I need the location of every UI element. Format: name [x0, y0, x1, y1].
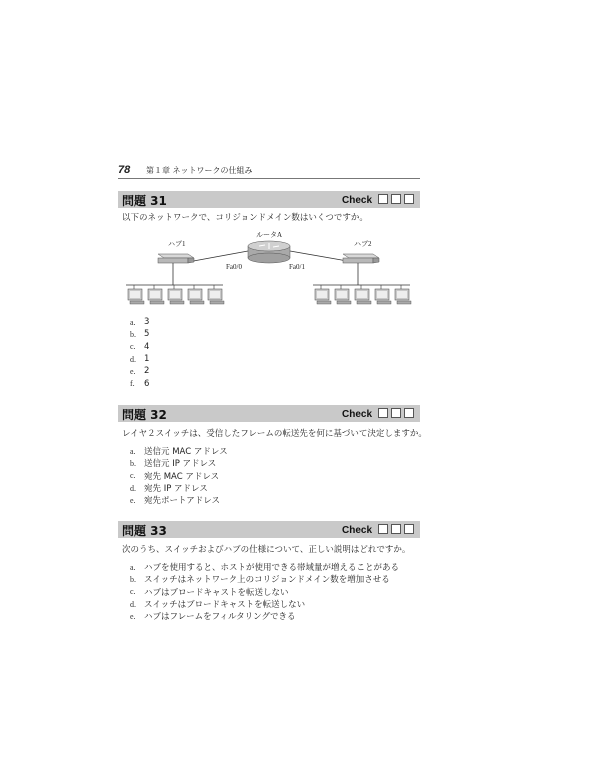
question-text: レイヤ２スイッチは、受信したフレームの転送先を何に基づいて決定しますか。 — [122, 429, 427, 439]
choice-item[interactable]: e. 宛先ポートアドレス — [130, 495, 220, 507]
page-number: 78 — [118, 164, 131, 176]
choice-item[interactable]: e. ハブはフレームをフィルタリングできる — [130, 611, 296, 623]
choice-item[interactable]: c. 宛先 MAC アドレス — [130, 471, 220, 482]
check-box-3[interactable] — [404, 194, 414, 204]
header-rule — [118, 178, 420, 179]
router-icon — [248, 241, 290, 263]
choice-item[interactable]: c. ハブはブロードキャストを転送しない — [130, 587, 289, 598]
page-header — [118, 164, 420, 178]
question-text: 次のうち、スイッチおよびハブの仕様について、正しい説明はどれですか。 — [122, 545, 411, 555]
choice-item[interactable]: d. 1 — [130, 354, 150, 365]
check-box-2[interactable] — [391, 524, 401, 534]
choice-item[interactable]: d. スイッチはブロードキャストを転送しない — [130, 599, 306, 611]
answer-choices — [130, 561, 399, 622]
check-box-3[interactable] — [404, 524, 414, 534]
hub2-label: ハブ2 — [354, 240, 372, 248]
check-box-2[interactable] — [391, 408, 401, 418]
choice-item[interactable]: a. ハブを使用すると、ホストが使用できる帯域量が増えることがある — [130, 562, 400, 574]
choice-item[interactable]: f. 6 — [130, 378, 150, 389]
port-right-label: Fa0/1 — [289, 263, 305, 271]
port-left-label: Fa0/0 — [226, 263, 242, 271]
check-box-1[interactable] — [378, 408, 388, 418]
link-hub1-router — [188, 251, 248, 262]
pc-icon — [335, 285, 351, 304]
hub1-label: ハブ1 — [168, 240, 186, 248]
pc-icon — [128, 285, 144, 304]
check-label: Check — [341, 195, 372, 206]
choice-item[interactable]: b. 5 — [130, 329, 150, 340]
pc-icon — [395, 285, 411, 304]
choice-item[interactable]: c. 4 — [130, 341, 150, 352]
choice-item[interactable]: e. 2 — [130, 366, 150, 377]
pc-icon — [315, 285, 331, 304]
pc-icon — [355, 285, 371, 304]
router-label: ルータA — [256, 231, 283, 239]
question-text: 以下のネットワークで、コリジョンドメイン数はいくつですか。 — [122, 213, 368, 223]
answer-choices — [130, 445, 228, 506]
network-diagram — [118, 222, 420, 314]
choice-item[interactable]: b. スイッチはネットワーク上のコリジョンドメイン数を増加させる — [130, 574, 390, 586]
question-title: 問題 31 — [122, 194, 167, 208]
hub-icon — [158, 254, 194, 263]
question-32-header — [118, 405, 420, 422]
check-box-3[interactable] — [404, 408, 414, 418]
pc-icon — [375, 285, 391, 304]
check-box-2[interactable] — [391, 194, 401, 204]
question-33-header — [118, 521, 420, 538]
pc-icon — [168, 285, 184, 304]
pc-icon — [188, 285, 204, 304]
choice-item[interactable]: b. 送信元 IP アドレス — [130, 458, 217, 470]
chapter-title: 第１章 ネットワークの仕組み — [146, 166, 253, 175]
pc-icon — [148, 285, 164, 304]
hub-icon — [343, 254, 379, 263]
question-title: 問題 32 — [122, 408, 167, 422]
check-label: Check — [341, 525, 372, 536]
choice-item[interactable]: a. 送信元 MAC アドレス — [130, 446, 228, 458]
choice-item[interactable]: d. 宛先 IP アドレス — [130, 483, 208, 495]
question-31-header — [118, 191, 420, 208]
pc-icon — [208, 285, 224, 304]
question-title: 問題 33 — [122, 524, 167, 538]
answer-choices — [130, 316, 149, 390]
check-box-1[interactable] — [378, 524, 388, 534]
check-box-1[interactable] — [378, 194, 388, 204]
choice-item[interactable]: a. 3 — [130, 317, 150, 328]
check-label: Check — [341, 409, 372, 420]
